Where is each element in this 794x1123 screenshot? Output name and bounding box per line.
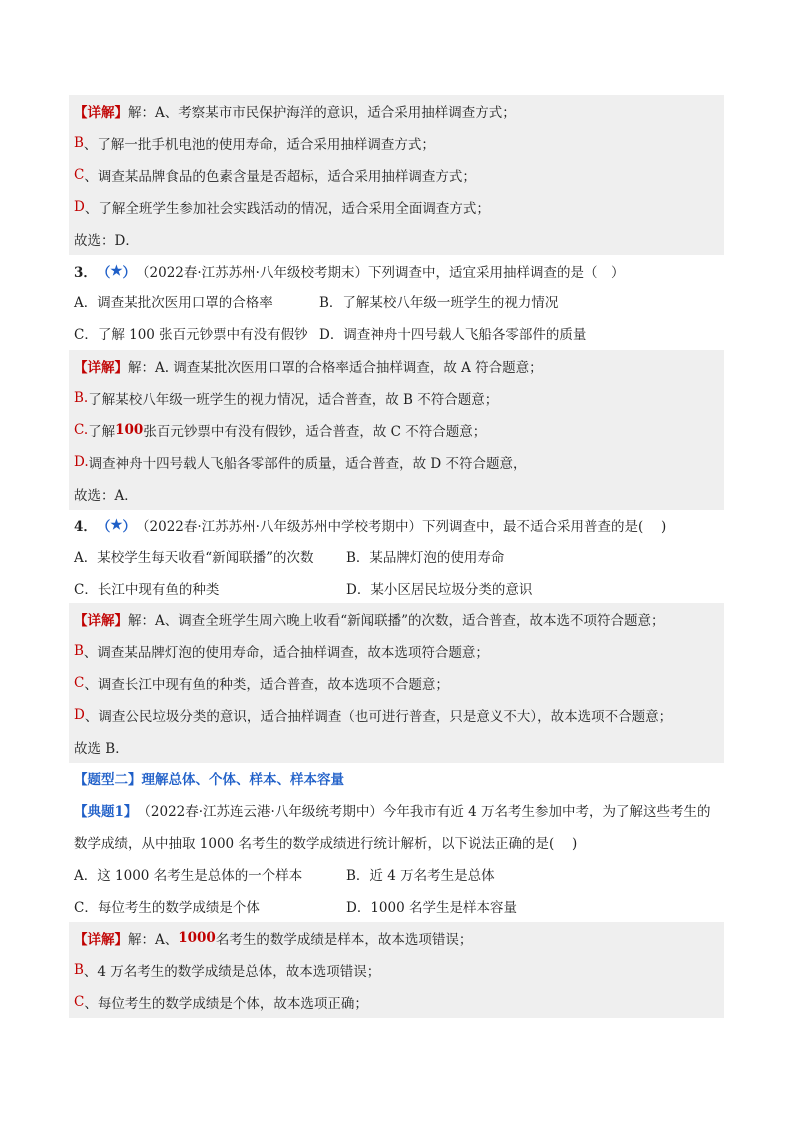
option-d: D．1000 名学生是样本容量	[346, 900, 517, 916]
solution-label: 【详解】	[74, 613, 128, 629]
solution-text: 、4 万名考生的数学成绩是总体，故本选项错误；	[83, 964, 381, 980]
star-icon: ★	[110, 263, 123, 279]
solution-text: 张百元钞票中有没有假钞，适合普查，故 C 不符合题意；	[143, 424, 487, 440]
solution-line	[69, 667, 724, 699]
option-a: A．某校学生每天收看“新闻联播”的次数	[74, 550, 314, 566]
solution-text: 调查神舟十四号载人飞船各零部件的质量，适合普查，故 D 不符合题意，	[88, 456, 527, 472]
solution-line	[69, 603, 724, 635]
option-letter: C	[74, 675, 85, 691]
option-letter: C	[74, 994, 85, 1010]
option-letter: C	[74, 167, 85, 183]
question-stem	[69, 509, 724, 541]
answer-text: 故选：A．	[74, 488, 138, 504]
question-number: 3．	[74, 265, 97, 281]
solution-text: 、了解全班学生参加社会实践活动的情况，适合采用全面调查方式；	[84, 201, 490, 217]
solution-text: 解：A、调查全班学生周六晚上收看“新闻联播”的次数，适合普查，故本选不项符合题意；	[128, 613, 665, 629]
option-d: D．某小区居民垃圾分类的意识	[346, 582, 533, 598]
option-a: A．调查某批次医用口罩的合格率	[74, 295, 273, 311]
answer-text: 故选 B．	[74, 741, 129, 757]
solution-line	[69, 922, 724, 954]
solution-line	[69, 635, 724, 667]
solution-text: 了解	[88, 424, 116, 440]
solution-text: 解：A. 调查某批次医用口罩的合格率适合抽样调查，故 A 符合题意；	[128, 360, 543, 376]
solution-line	[69, 414, 724, 446]
option-d: D．调查神舟十四号载人飞船各零部件的质量	[319, 327, 587, 343]
option-letter: B.	[74, 390, 89, 406]
solution-text: 、调查长江中现有鱼的种类，适合普查，故本选项不合题意；	[84, 677, 449, 693]
answer-line	[69, 478, 724, 510]
example-label: 【典题1】	[74, 804, 138, 820]
question-stem	[69, 255, 724, 287]
solution-text: 、调查某品牌食品的色素含量是否超标，适合采用抽样调查方式；	[84, 169, 476, 185]
solution-line	[69, 127, 724, 159]
solution-line	[69, 382, 724, 414]
section-heading	[69, 762, 724, 794]
solution-line	[69, 191, 724, 223]
question-text: （2022春·江苏苏州·八年级校考期末）下列调查中，适宜采用抽样调查的是（ ）	[136, 265, 625, 281]
option-letter: D	[74, 199, 85, 215]
difficulty-paren: ）	[122, 519, 137, 535]
solution-line	[69, 350, 724, 382]
star-icon: ★	[110, 517, 123, 533]
difficulty-paren: （	[96, 265, 111, 281]
solution-line	[69, 699, 724, 731]
option-b: B．了解某校八年级一班学生的视力情况	[319, 295, 559, 311]
question-number: 4．	[74, 519, 97, 535]
options-row	[69, 285, 724, 317]
solution-text: 解：A、考察某市市民保护海洋的意识，适合采用抽样调查方式；	[128, 105, 516, 121]
option-letter: D	[74, 707, 85, 723]
solution-label: 【详解】	[74, 932, 128, 948]
solution-text: 、调查公民垃圾分类的意识，适合抽样调查（也可进行普查，只是意义不大），故本选项不合题意；	[84, 709, 673, 725]
question-text: （2022春·江苏连云港·八年级统考期中）今年我市有近 4 万名考生参加中考，为了解这些考生的	[137, 804, 711, 820]
option-letter: D.	[74, 454, 89, 470]
answer-line	[69, 223, 724, 255]
option-letter: B	[74, 135, 84, 151]
option-c: C．长江中现有鱼的种类	[74, 582, 220, 598]
option-c: C．了解 100 张百元钞票中有没有假钞	[74, 327, 308, 343]
solution-text: 、调查某品牌灯泡的使用寿命，适合抽样调查，故本选项符合题意；	[83, 645, 489, 661]
question-text: 数学成绩，从中抽取 1000 名考生的数学成绩进行统计解析，以下说法正确的是( )	[74, 836, 578, 852]
option-c: C．每位考生的数学成绩是个体	[74, 900, 260, 916]
solution-label: 【详解】	[74, 105, 128, 121]
solution-line	[69, 986, 724, 1018]
question-text: （2022春·江苏苏州·八年级苏州中学校考期中）下列调查中，最不适合采用普查的是( )	[136, 519, 667, 535]
solution-line	[69, 446, 724, 478]
highlight-number: 1000	[178, 930, 216, 946]
option-letter: B	[74, 962, 84, 978]
option-letter: C.	[74, 422, 89, 438]
option-letter: B	[74, 643, 84, 659]
options-row	[69, 858, 724, 890]
difficulty-paren: ）	[122, 265, 137, 281]
solution-text: 名考生的数学成绩是样本，故本选项错误；	[215, 932, 473, 948]
example-stem	[69, 794, 724, 826]
solution-text: 、每位考生的数学成绩是个体，故本选项正确；	[84, 996, 368, 1012]
example-stem	[69, 826, 724, 858]
options-row	[69, 572, 724, 604]
solution-line	[69, 159, 724, 191]
options-row	[69, 540, 724, 572]
section-title: 【题型二】理解总体、个体、样本、样本容量	[74, 772, 344, 788]
solution-line	[69, 954, 724, 986]
solution-text: 解：A、	[128, 932, 179, 948]
option-b: B．近 4 万名考生是总体	[346, 868, 495, 884]
answer-line	[69, 731, 724, 763]
options-row	[69, 317, 724, 349]
solution-line	[69, 95, 724, 127]
solution-text: 、了解一批手机电池的使用寿命，适合采用抽样调查方式；	[83, 137, 435, 153]
solution-label: 【详解】	[74, 360, 128, 376]
option-a: A．这 1000 名考生是总体的一个样本	[74, 868, 303, 884]
options-row	[69, 890, 724, 922]
answer-text: 故选：D．	[74, 233, 139, 249]
option-b: B．某品牌灯泡的使用寿命	[346, 550, 505, 566]
difficulty-paren: （	[96, 519, 111, 535]
solution-text: 了解某校八年级一班学生的视力情况，适合普查，故 B 不符合题意；	[88, 392, 499, 408]
highlight-number: 100	[115, 422, 144, 438]
